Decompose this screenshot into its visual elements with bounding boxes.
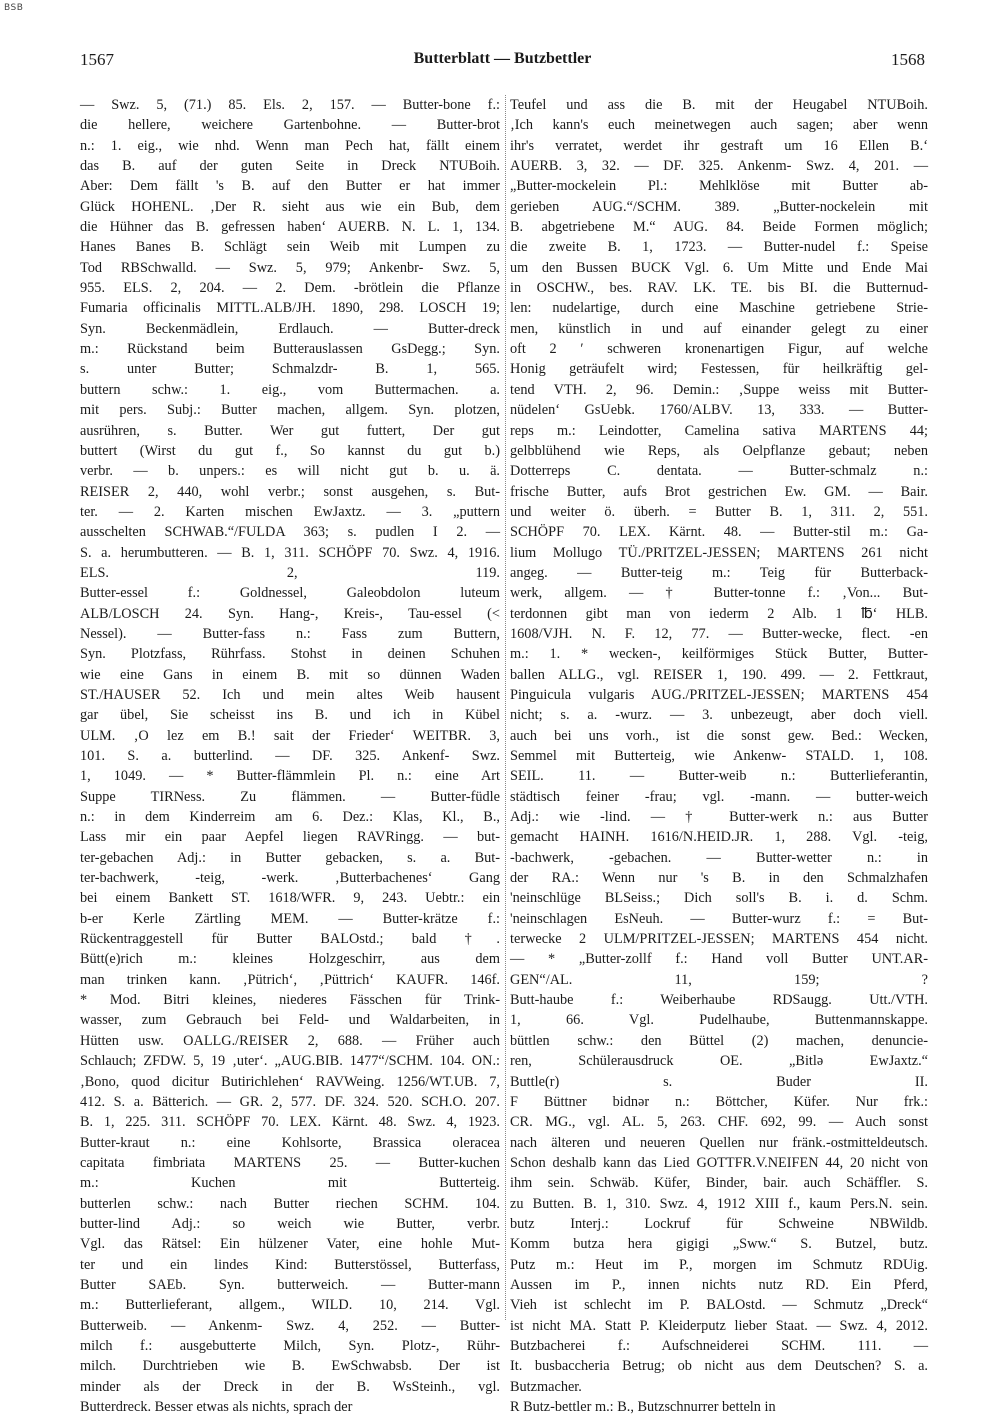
- text-line: AUERB. 3, 32. — DF. 325. Ankenm- Swz. 4, 201. —: [510, 158, 928, 175]
- text-line: n.: in dem Kinderreim am 6. Dez.: Klas, Kl., B.,: [80, 809, 500, 826]
- text-line: ihr's verratet, werdet ihr gestraft um 16 Ellen B.‘: [510, 137, 928, 154]
- text-line: „Butter-mockelein Pl.: Mehlklöse mit Butter ab-: [510, 178, 928, 195]
- text-line: der RA.: Wenn nur 's B. in den Schmalzhafen: [510, 870, 928, 887]
- text-line: m.: Butterlieferant, allgem., WILD. 10, 214. Vgl.: [80, 1297, 500, 1314]
- text-line: 1608/VJH. N. F. 12, 77. — Butter-wecke, flect. -en: [510, 625, 928, 642]
- text-line: ist nicht MA. Statt P. Kleiderputz lieber Staat. — Swz. 4, 2012.: [510, 1317, 928, 1334]
- text-line: gelbblühend wie Reps, als Oelpflanze gebaut; neben: [510, 442, 928, 459]
- text-line: oft 2 ′ schweren kronenartigen Figur, auf welche: [510, 341, 928, 358]
- page-number-left: 1567: [80, 50, 114, 69]
- text-line: terwecke 2 ULM/PRITZEL-JESSEN; MARTENS 454 nicht.: [510, 931, 928, 948]
- text-line: len: nudelartige, durch eine Maschine getriebene Strie-: [510, 300, 928, 317]
- text-line: F Büttner bidnər n.: Böttcher, Küfer. Nur frk.:: [510, 1093, 928, 1110]
- text-line: Lass mir ein paar Aepfel liegen RAVRingg. — but-: [80, 829, 500, 846]
- text-line: Butt-haube f.: Weiberhaube RDSaugg. Utt./VTH.: [510, 992, 928, 1009]
- right-column: [510, 95, 928, 1415]
- text-line: Aber: Dem fällt 's B. auf den Butter er hat immer: [80, 178, 500, 195]
- text-line: m.: Kuchen mit Butterteig.: [80, 1175, 500, 1192]
- text-line: Nessel). — Butter-fass n.: Fass zum Buttern,: [80, 625, 500, 642]
- text-line: gemacht HAINH. 1616/N.HEID.JR. 1, 288. Vgl. -teig,: [510, 829, 928, 846]
- text-line: -bachwerk, -gebachen. — Butter-wetter n.: in: [510, 849, 928, 866]
- text-line: SCHÖPF 70. LEX. Kärnt. 48. — Butter-stil m.: Ga-: [510, 524, 928, 541]
- text-line: in OSCHW., bes. RAV. LK. TE. bis BI. die Butternud-: [510, 280, 928, 297]
- left-column: [80, 95, 500, 1415]
- text-line: ausschelten SCHWAB.“/FULDA 363; s. pudlen I 2. —: [80, 524, 500, 541]
- text-line: Hütten usw. OALLG./REISER 2, 688. — Früher auch: [80, 1032, 500, 1049]
- text-line: gerieben AUG.“/SCHM. 389. „Butter-nockelein mit: [510, 198, 928, 215]
- text-line: Tod RBSchwalld. — Swz. 5, 979; Ankenbr- Swz. 5,: [80, 259, 500, 276]
- text-line: frische Butter, aufs Brot gestrichen Ew. GM. — Bair.: [510, 483, 928, 500]
- text-line: wasser, zum Gebrauch bei Feld- und Waldarbeiten, in: [80, 1012, 500, 1029]
- text-line: Adj.: wie -lind. — † Butter-werk n.: aus Butter: [510, 809, 928, 826]
- text-line: Butterdreck. Besser etwas als nichts, sprach der: [80, 1399, 353, 1415]
- column-divider: [505, 95, 506, 1320]
- text-line: Hanes Banes B. Schlägt sein Weib mit Lumpen zu: [80, 239, 500, 256]
- text-line: ULM. ‚O lez em B.! sait der Frieder‘ WEITBR. 3,: [80, 727, 500, 744]
- running-headwords: Butterblatt — Butzbettler: [413, 50, 592, 67]
- text-line: GEN“/AL. 11, 159; ?: [510, 971, 928, 988]
- text-line: Fumaria officinalis MITTL.ALB/JH. 1890, 298. LOSCH 19;: [80, 300, 500, 317]
- text-line: Schlauch; ZFDW. 5, 19 ‚uter‘. „AUG.BIB. 1477“/SCHM. 104. ON.:: [80, 1053, 500, 1070]
- text-line: Schon deshalb kann das Lied GOTTFR.V.NEIFEN 44, 20 nicht von: [510, 1154, 928, 1171]
- text-line: 1, 66. Vgl. Pudelhaube, Buttenmannskappe.: [510, 1012, 928, 1029]
- text-line: Syn. Beckenmädlein, Erdlauch. — Butter-dreck: [80, 320, 500, 337]
- text-line: 101. S. a. butterlind. — DF. 325. Ankenf- Swz.: [80, 748, 500, 764]
- text-line: um den Bussen BUCK Vgl. 6. Um Mitte und Ende Mai: [510, 259, 928, 276]
- text-line: städtisch feiner -frau; vgl. -mann. — butter-weich: [510, 788, 928, 805]
- text-line: Honig geträufelt wird; Festessen, für heilkräftig gel-: [510, 361, 928, 378]
- text-line: nach älteren und neueren Quellen nur fränk.-ostmitteldeutsch.: [510, 1134, 928, 1151]
- text-line: das B. auf der guten Seite in Dreck NTUBoih.: [80, 158, 500, 175]
- text-line: die zweite B. 1, 1723. — Butter-nudel f.: Speise: [510, 239, 928, 256]
- text-line: m.: 1. * wecken-, keilförmiges Stück Butter, Butter-: [510, 646, 928, 663]
- text-line: ren, Schülerausdruck OE. „Bitlə EwJaxtz.“: [510, 1053, 928, 1070]
- text-line: Putz m.: Heut im P., morgen im Schmutz RDUig.: [510, 1256, 928, 1273]
- text-line: gar übel, Sie scheisst ins B. und ich in Kübel: [80, 707, 500, 724]
- text-line: Teufel und ass die B. mit der Heugabel NTUBoih.: [510, 97, 928, 113]
- text-line: bei einem Bankett ST. 1618/WFR. 9, 243. Uebtr.: ein: [80, 890, 500, 907]
- text-line: ter. — 2. Karten mischen EwJaxtz. — 3. „puttern: [80, 503, 500, 520]
- text-line: REISER 2, 440, wohl verbr.; sonst ausgehen, s. But-: [80, 483, 500, 500]
- text-line: Butter-essel f.: Goldnessel, Galeobdolon luteum: [80, 585, 500, 602]
- library-stamp: BSB: [4, 3, 24, 13]
- text-line: CR. MG., vgl. AL. 5, 263. CHF. 692, 99. — Auch sonst: [510, 1114, 928, 1131]
- text-line: buttert (Wirst du gut f., So kannst du gut b.): [80, 442, 500, 459]
- text-line: mit pers. Subj.: Butter machen, allgem. Syn. plotzen,: [80, 402, 500, 419]
- text-line: — * „Butter-zollf f.: Hand voll Butter UNT.AR-: [510, 951, 928, 968]
- text-line: Butterweib. — Ankenm- Swz. 4, 252. — Butter-: [80, 1317, 500, 1334]
- text-line: ballen ALLG., vgl. REISER 1, 190. 499. — 2. Fettkraut,: [510, 666, 928, 683]
- text-line: 412. S. a. Bätterich. — GR. 2, 577. DF. 324. 520. SCH.O. 207.: [80, 1093, 500, 1110]
- text-line: Buttle(r) s. Buder II.: [510, 1073, 928, 1090]
- text-line: 'neinschlagen EsNeuh. — Butter-wurz f.: = But-: [510, 910, 928, 927]
- text-line: nüdelen‘ GsUebk. 1760/ALBV. 13, 333. — Butter-: [510, 402, 928, 419]
- text-line: ‚Ich kann's euch meinetwegen auch sagen; aber wenn: [510, 117, 928, 134]
- text-line: butz Interj.: Lockruf für Schweine NBWildb.: [510, 1215, 928, 1232]
- text-line: ELS. 2, 119.: [80, 564, 500, 581]
- text-line: ALB/LOSCH 24. Syn. Hang-, Kreis-, Tau-essel (<: [80, 605, 500, 622]
- text-line: werk, allgem. — † Butter-tonne f.: ‚Von... But-: [510, 585, 928, 602]
- text-line: minder als der Dreck in der B. WsSteinh., vgl.: [80, 1378, 500, 1395]
- text-line: b-er Kerle Zärtling MEM. — Butter-krätze f.:: [80, 910, 500, 927]
- text-line: angeg. — Butter-teig m.: Teig für Butterback-: [510, 564, 928, 581]
- text-line: Butter-kraut n.: eine Kohlsorte, Brassica oleracea: [80, 1134, 500, 1151]
- text-line: ausrühren, s. Butter. Wer gut futtert, Der gut: [80, 422, 500, 439]
- text-line: tend VTH. 2, 96. Demin.: ‚Suppe weiss mit Butter-: [510, 381, 928, 398]
- text-line: B. abgetriebene M.“ AUG. 84. Beide Formen möglich;: [510, 219, 928, 236]
- text-line: und weiter ö. überh. = Butter B. 1, 311. 2, 551.: [510, 503, 928, 520]
- text-line: reps m.: Leindotter, Camelina sativa MARTENS 44;: [510, 422, 928, 439]
- text-line: men, künstlich in und auf einander gelegt zu einer: [510, 320, 928, 337]
- text-line: buttern schw.: 1. eig., vom Buttermachen. a.: [80, 381, 500, 398]
- text-line: Butzmacher.: [510, 1378, 582, 1395]
- text-line: wie eine Gans in einem B. mit so dünnen Waden: [80, 666, 500, 683]
- text-line: Syn. Plotzfass, Rührfass. Stohst in deinen Schuhen: [80, 646, 500, 663]
- text-line: 1, 1049. — * Butter-flämmlein Pl. n.: eine Art: [80, 768, 500, 785]
- text-line: Dotterreps C. dentata. — Butter-schmalz n.:: [510, 463, 928, 480]
- text-line: Semmel mit Butterteig, wie Ankenw- STALD. 1, 108.: [510, 748, 928, 764]
- text-line: nicht; s. a. -wurz. — 3. unbezeugt, aber doch viell.: [510, 707, 928, 724]
- page-number-right: 1568: [891, 50, 925, 69]
- text-line: ‚Bono, quod dicitur Butirichlehen‘ RAVWeing. 1256/WT.UB. 7,: [80, 1073, 500, 1090]
- text-line: n.: 1. eig., wie nhd. Wenn man Pech hat, fällt einem: [80, 137, 500, 154]
- text-line: man trinken kann. ‚Pütrich‘, ‚Püttrich‘ KAUFR. 146f.: [80, 971, 500, 988]
- text-line: Butter SAEb. Syn. butterweich. — Butter-mann: [80, 1276, 500, 1293]
- text-line: m.: Rückstand beim Butterauslassen GsDegg.; Syn.: [80, 341, 500, 358]
- text-line: Bütt(e)rich m.: kleines Holzgeschirr, aus dem: [80, 951, 500, 968]
- text-line: zu Butten. B. 1, 310. Swz. 4, 1912 XIII f., kaum Pers.N. sein.: [510, 1195, 928, 1212]
- text-line: lium Mollugo TÜ./PRITZEL-JESSEN; MARTENS 261 nicht: [510, 544, 928, 561]
- text-line: 955. ELS. 2, 204. — 2. Dem. -brötlein die Pflanze: [80, 280, 500, 297]
- text-line: die hellere, weichere Gartenbohne. — Butter-brot: [80, 117, 500, 134]
- text-line: SEIL. 11. — Butter-weib n.: Butterlieferantin,: [510, 768, 928, 785]
- text-line: Pinguicula vulgaris AUG./PRITZEL-JESSEN; MARTENS 454: [510, 686, 928, 703]
- text-line: B. 1, 225. 311. SCHÖPF 70. LEX. Kärnt. 48. Swz. 4, 1923.: [80, 1114, 500, 1131]
- text-line: Glück HOHENL. ‚Der R. sieht aus wie ein Bub, dem: [80, 198, 500, 215]
- text-line: ST./HAUSER 52. Ich und mein altes Weib hausent: [80, 686, 500, 703]
- text-line: * Mod. Bitri kleines, niederes Fässchen für Trink-: [80, 992, 500, 1009]
- text-line: Butzbacherei f.: Aufschneiderei SCHM. 111. —: [510, 1337, 928, 1354]
- text-line: Vieh ist schlecht im P. BALOstd. — Schmutz „Dreck“: [510, 1297, 928, 1314]
- text-line: die Hühner das B. gefressen haben‘ AUERB. N. L. 1, 134.: [80, 219, 500, 236]
- text-line: 'neinschlüge BLSeiss.; Dich soll's B. i. d. Schm.: [510, 890, 928, 907]
- text-line: capitata fimbriata MARTENS 25. — Butter-kuchen: [80, 1154, 500, 1171]
- text-line: büttlen schw.: den Büttel (2) machen, denuncie-: [510, 1032, 928, 1049]
- text-line: Vgl. das Rätsel: Ein hülzener Vater, eine hohle Mut-: [80, 1236, 500, 1253]
- text-line: R Butz-bettler m.: B., Butzschnurrer betteln in: [510, 1399, 776, 1415]
- text-line: ter und ein lindes Kind: Butterstössel, Butterfass,: [80, 1256, 500, 1273]
- text-line: Aussen im P., innen nichts nutz RD. Ein Pferd,: [510, 1276, 928, 1293]
- text-line: ter-bachwerk, -teig, -werk. ‚Butterbachenes‘ Gang: [80, 870, 500, 887]
- text-line: — Swz. 5, (71.) 85. Els. 2, 157. — Butter-bone f.:: [80, 97, 500, 113]
- text-line: Rückentraggestell für Butter BALOstd.; bald †.: [80, 931, 500, 948]
- text-line: S. a. herumbutteren. — B. 1, 311. SCHÖPF 70. Swz. 4, 1916.: [80, 544, 500, 561]
- text-line: Suppe TIRNess. Zu flämmen. — Butter-füdle: [80, 788, 500, 805]
- text-line: butterlen schw.: nach Butter riechen SCHM. 104.: [80, 1195, 500, 1212]
- text-line: ter-gebachen Adj.: in Butter gebacken, s. a. But-: [80, 849, 500, 866]
- text-line: It. busbaccheria Betrug; ob nicht aus dem Deutschen? S. a.: [510, 1358, 928, 1375]
- text-line: verbr. — b. unpers.: es will nicht gut b. u. ä.: [80, 463, 500, 480]
- text-line: auch bei uns vorh., ist die sonst gew. Bed.: Wecken,: [510, 727, 928, 744]
- text-line: Komm butza hera gigigi „Sww.“ S. Butzel, butz.: [510, 1236, 928, 1253]
- text-line: milch. Durchtrieben wie B. EwSchwabsb. Der ist: [80, 1358, 500, 1375]
- text-line: butter-lind Adj.: so weich wie Butter, verbr.: [80, 1215, 500, 1232]
- text-line: milch f.: ausgebutterte Milch, Syn. Plotz-, Rühr-: [80, 1337, 500, 1354]
- text-line: s. unter Butter; Schmalzdr- B. 1, 565.: [80, 361, 500, 378]
- text-line: terdonnen gibt man von iederm 2 Alb. 1 ℔‘ HLB.: [510, 605, 928, 622]
- running-head: [80, 50, 925, 76]
- text-line: ihm sein. Schwäb. Küfer, Binder, bair. auch Schäffler. S.: [510, 1175, 928, 1192]
